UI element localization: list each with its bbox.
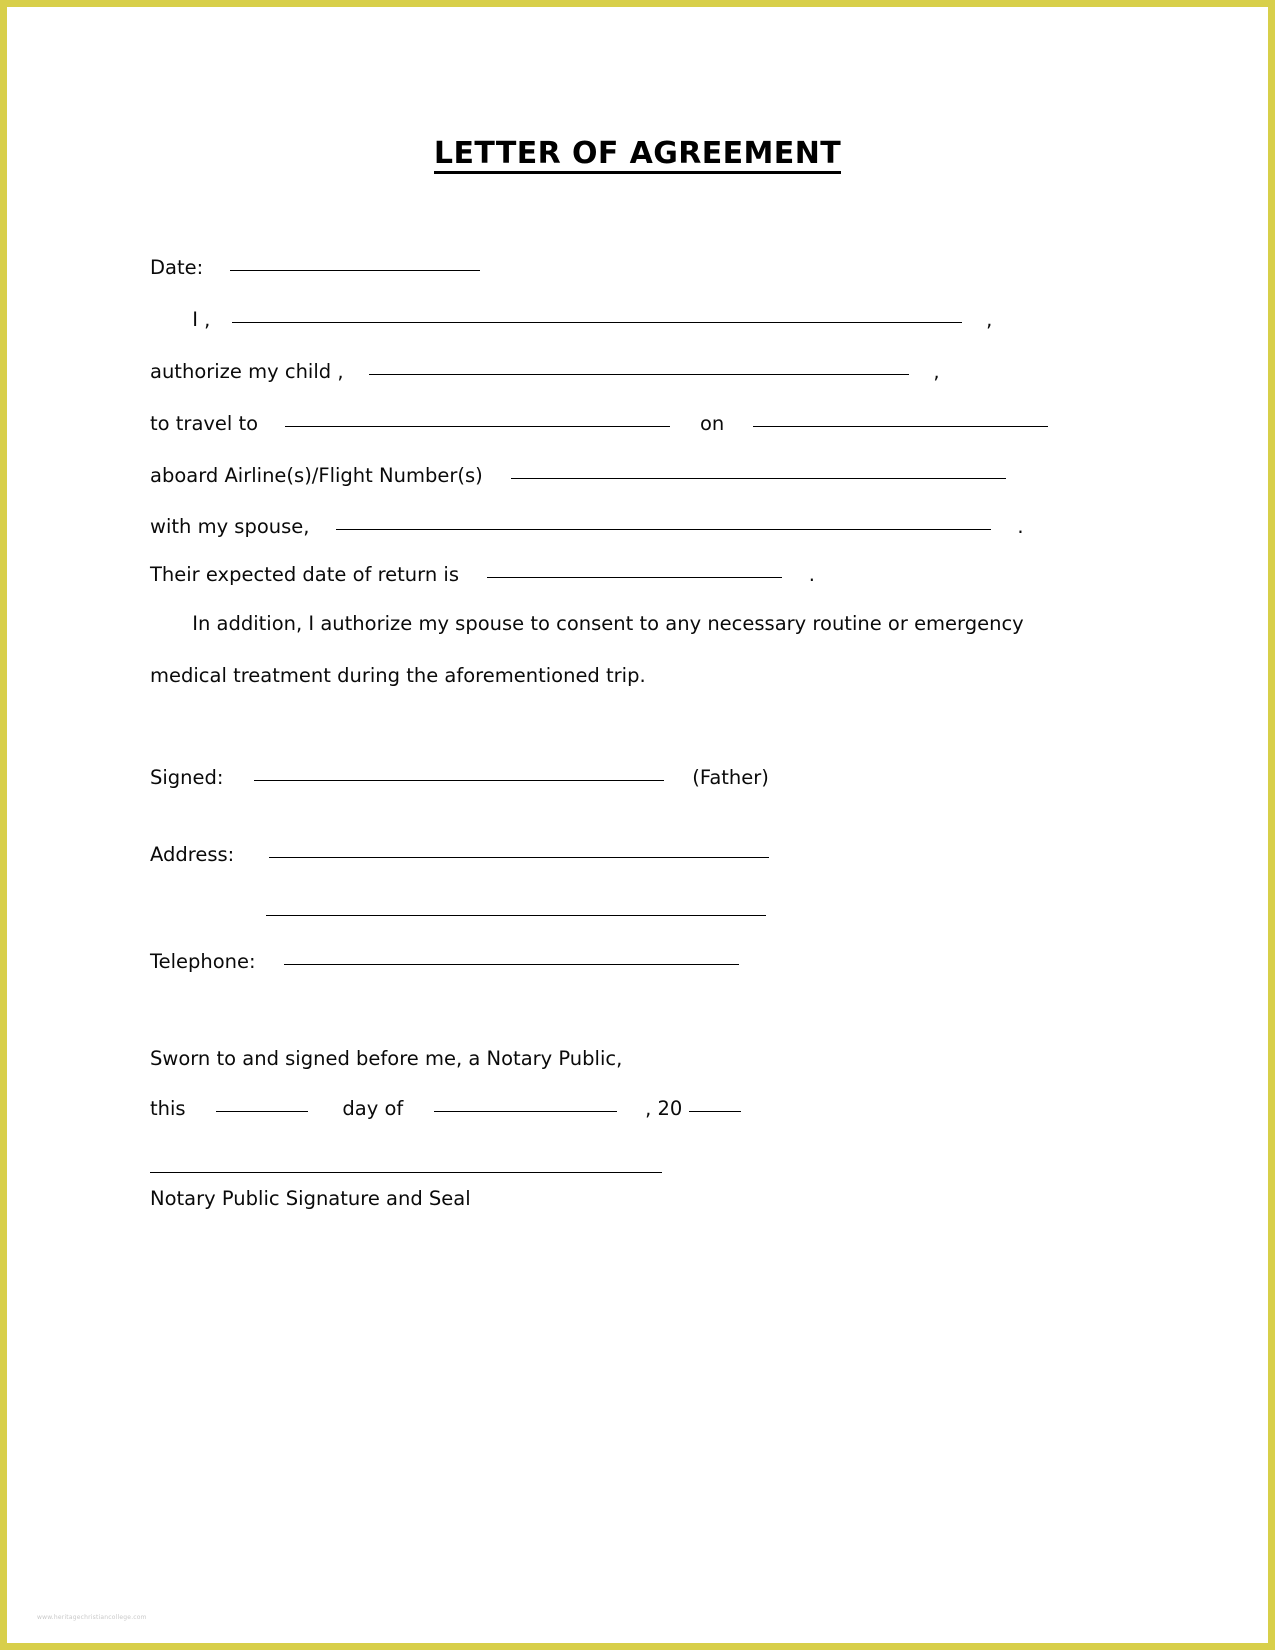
address-blank-line-2[interactable]: [266, 902, 766, 916]
return-date-row: [150, 564, 815, 585]
child-comma: ,: [933, 360, 940, 383]
date-label: Date:: [150, 256, 204, 279]
travel-row: [150, 413, 1048, 434]
child-name-blank[interactable]: [369, 361, 909, 375]
departure-date-blank[interactable]: [753, 413, 1048, 427]
consent-paragraph-line-2: [150, 666, 646, 686]
page-title: LETTER OF AGREEMENT: [434, 137, 841, 174]
address-row: [150, 844, 769, 865]
consent-paragraph-text-2: medical treatment during the aforementioned trip.: [150, 664, 646, 687]
spouse-label: with my spouse,: [150, 515, 310, 538]
notary-caption-text: Notary Public Signature and Seal: [150, 1187, 471, 1210]
year-prefix-label: , 20: [645, 1097, 683, 1120]
this-label: this: [150, 1097, 186, 1120]
signed-label: Signed:: [150, 766, 224, 789]
consent-paragraph-line-1: [150, 614, 1024, 634]
destination-blank[interactable]: [285, 413, 670, 427]
signed-row: [150, 767, 769, 788]
notary-caption-row: [150, 1189, 471, 1209]
notary-date-row: [150, 1098, 741, 1119]
day-blank[interactable]: [216, 1098, 308, 1112]
telephone-label: Telephone:: [150, 950, 256, 973]
date-row: [150, 257, 480, 278]
spouse-name-blank[interactable]: [336, 516, 991, 530]
month-blank[interactable]: [434, 1098, 617, 1112]
telephone-row: [150, 951, 739, 972]
declarant-comma: ,: [986, 308, 993, 331]
document-sheet: [7, 7, 1268, 1643]
airline-blank[interactable]: [511, 465, 1006, 479]
return-period: .: [808, 563, 815, 586]
travel-label: to travel to: [150, 412, 259, 435]
date-blank[interactable]: [230, 257, 480, 271]
airline-row: [150, 465, 1006, 486]
sworn-row: [150, 1049, 622, 1069]
address-label: Address:: [150, 843, 235, 866]
airline-label: aboard Airline(s)/Flight Number(s): [150, 464, 483, 487]
signer-role-label: (Father): [692, 766, 769, 789]
return-date-blank[interactable]: [487, 564, 782, 578]
footer-source-url: www.heritagechristiancollege.com: [37, 1614, 147, 1621]
declarant-name-blank[interactable]: [232, 309, 962, 323]
consent-paragraph-text-1: In addition, I authorize my spouse to consent to any necessary routine or emergency: [192, 612, 1024, 635]
address-blank-line-1[interactable]: [269, 844, 769, 858]
spouse-row: [150, 516, 1024, 537]
signature-blank[interactable]: [254, 767, 664, 781]
title-container: [7, 137, 1268, 174]
child-row: [150, 361, 940, 382]
notary-signature-line-container: [150, 1172, 662, 1173]
declarant-label: I ,: [192, 308, 211, 331]
address-row-2: [150, 902, 766, 923]
year-blank[interactable]: [689, 1098, 741, 1112]
declarant-row: [150, 309, 992, 330]
travel-on-label: on: [699, 412, 725, 435]
return-date-label: Their expected date of return is: [150, 563, 459, 586]
sworn-text: Sworn to and signed before me, a Notary Public,: [150, 1047, 623, 1070]
child-label: authorize my child ,: [150, 360, 344, 383]
notary-signature-rule[interactable]: [150, 1172, 662, 1173]
spouse-period: .: [1017, 515, 1024, 538]
telephone-blank[interactable]: [284, 951, 739, 965]
day-of-label: day of: [342, 1097, 404, 1120]
